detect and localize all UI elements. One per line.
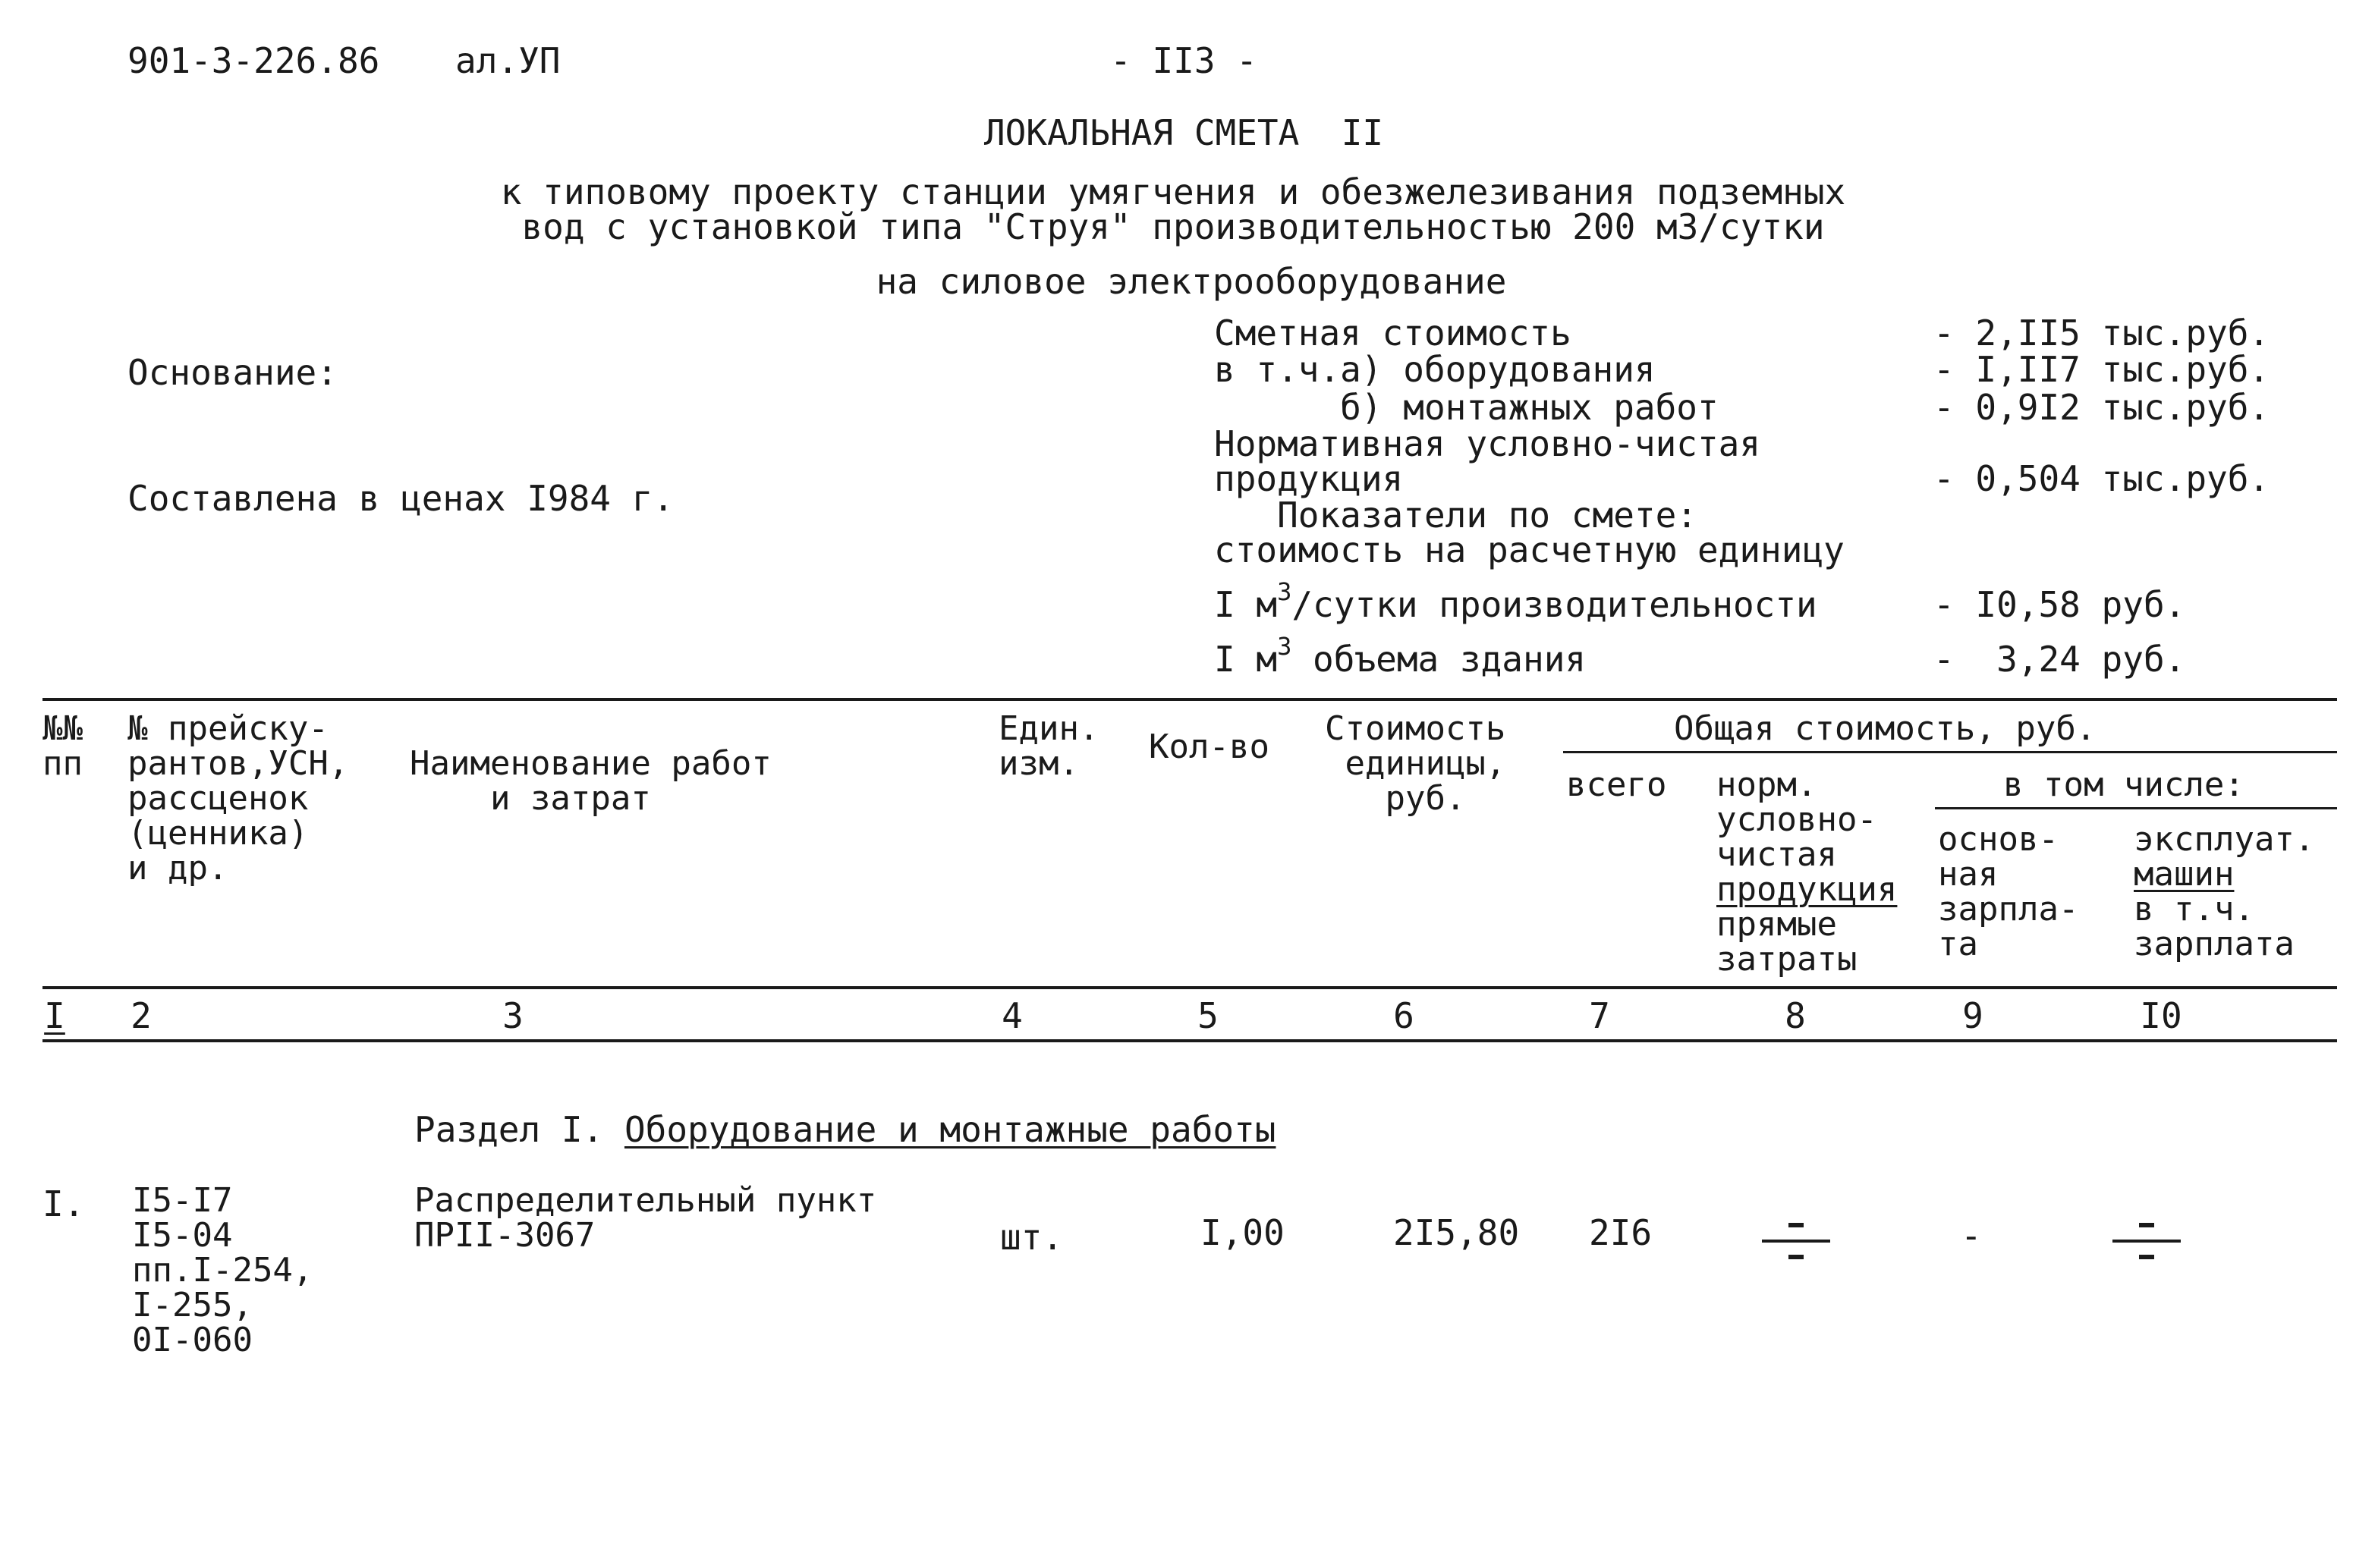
column-number: I0 [2140,995,2182,1036]
col-header-price-codes: № прейску- рантов,УСН, рассценок (ценника) и др. [127,709,349,888]
col-header-total: всего [1566,765,1667,804]
row-unit: шт. [1000,1217,1064,1258]
summary-installation-value: - 0,9I2 тыс.руб. [1933,387,2270,428]
subgroup-header-rule [1935,807,2337,809]
summary-equipment-label: в т.ч.а) оборудования [1214,349,1656,390]
column-numbers-rule [42,1039,2337,1042]
column-number: 3 [502,995,524,1036]
column-number: I [44,995,65,1036]
row-base-salary: - [1961,1215,1982,1256]
summary-equipment-value: - I,II7 тыс.руб. [1933,349,2270,390]
column-number: 8 [1785,995,1806,1036]
column-number: 5 [1197,995,1219,1036]
row-quantity: I,00 [1200,1212,1285,1253]
album-label: ал.УП [455,40,561,81]
estimate-subtitle-line1: к типовому проекту станции умягчения и обезжелезивания подземных [500,171,1846,212]
col-header-total-cost-group: Общая стоимость, руб. [1674,709,2097,748]
summary-estimated-cost-label: Сметная стоимость [1214,313,1571,354]
column-number: 2 [131,995,152,1036]
column-number: 6 [1393,995,1414,1036]
row-machine-dash-fraction [2112,1217,2181,1270]
row-number: I. [42,1183,85,1224]
group-header-rule [1563,751,2337,753]
col-header-work-name: Наименование работ и затрат [410,744,772,818]
row-unit-cost: 2I5,80 [1393,1212,1520,1253]
col-header-machine-operation: эксплуат. машин в т.ч. зарплата [2134,820,2315,963]
col-header-net-product: норм. условно- чистая продукция прямые затраты [1716,765,1898,979]
summary-unit-cost-label: стоимость на расчетную единицу [1214,529,1845,570]
price-level-label: Составлена в ценах I984 г. [127,478,675,519]
estimate-subtitle-line2: вод с установкой типа "Струя" производительностью 200 м3/сутки [521,206,1825,247]
summary-indicators-label: Показатели по смете: [1214,495,1697,536]
summary-volume-label: I $м^3$ объема здания [1214,632,1587,680]
col-header-unit: Един. изм. [999,709,1099,783]
col-header-number: №№ пп [42,709,83,783]
estimate-subtitle-line3: на силовое электрооборудование [876,261,1507,302]
document-code: 901-3-226.86 [127,40,380,81]
col-header-subgroup: в том числе: [2003,765,2244,804]
estimate-title: ЛОКАЛЬНАЯ СМЕТА II [983,112,1384,153]
column-number: 4 [1002,995,1023,1036]
summary-estimated-cost-value: - 2,II5 тыс.руб. [1933,313,2270,354]
column-number: 7 [1589,995,1610,1036]
basis-label: Основание: [127,352,338,393]
summary-capacity-label: I $м^3$/сутки производительности [1214,577,1817,625]
summary-capacity-value: - I0,58 руб. [1933,584,2186,625]
row-net-product-dash-fraction [1762,1217,1830,1270]
col-header-quantity: Кол-во [1149,727,1269,766]
summary-net-product-value: - 0,504 тыс.руб. [1933,458,2270,499]
summary-net-product-label-1: Нормативная условно-чистая [1214,423,1761,464]
row-total: 2I6 [1589,1212,1653,1253]
col-header-base-salary: основ- ная зарпла- та [1938,820,2079,963]
table-header-bottom-rule [42,986,2337,989]
row-price-codes: I5-I7 I5-04 пп.I-254, I-255, 0I-060 [132,1181,313,1359]
table-top-rule [42,698,2337,701]
row-work-name: Распределительный пункт ПРII-3067 [414,1181,877,1255]
summary-installation-label: б) монтажных работ [1214,387,1719,428]
summary-volume-value: - 3,24 руб. [1933,639,2186,680]
col-header-unit-cost: Стоимость единицы, руб. [1325,709,1506,818]
summary-net-product-label-2: продукция [1214,458,1404,499]
column-number: 9 [1962,995,1983,1036]
section-title: Раздел I. Оборудование и монтажные работы [414,1109,1276,1150]
page-number: - II3 - [1110,40,1257,81]
